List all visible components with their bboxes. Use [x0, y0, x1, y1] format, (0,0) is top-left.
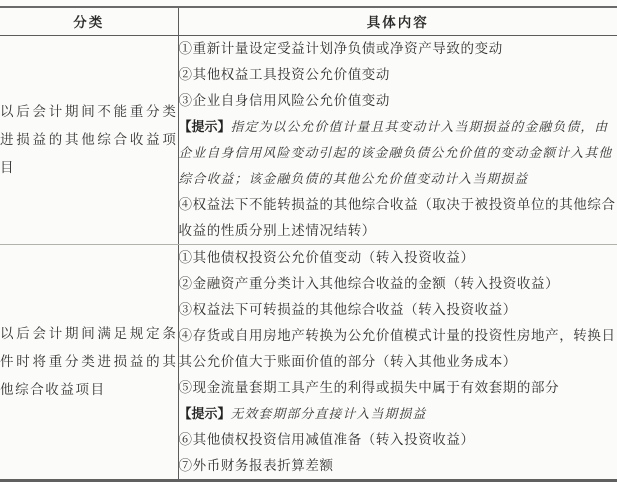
content-item: ③权益法下可转损益的其他综合收益（转入投资收益） — [179, 297, 617, 323]
content-item: ④权益法下不能转损益的其他综合收益（取决于被投资单位的其他综合收益的性质分别上述情况结转） — [179, 192, 617, 244]
content-item: ④存货或自用房地产转换为公允价值模式计量的投资性房地产，转换日其公允价值大于账面价值的部分（转入其他业务成本） — [179, 323, 617, 375]
note-label: 【提示】 — [179, 406, 231, 421]
content-item: ⑥其他债权投资信用减值准备（转入投资收益） — [179, 427, 617, 453]
category-cell: 以后会计期间不能重分类进损益的其他综合收益项目 — [0, 35, 178, 244]
header-row — [0, 7, 617, 35]
content-note — [179, 114, 617, 192]
note-text: 指定为以公允价值计量且其变动计入当期损益的金融负债，由企业自身信用风险变动引起的该金融负债公允价值的变动金额计入其他综合收益；该金融负债的其他公允价值变动计入当期损益 — [179, 120, 613, 186]
note-text: 无效套期部分直接计入当期损益 — [231, 407, 427, 421]
content-item: ①重新计量设定受益计划净负债或净资产导致的变动 — [179, 36, 617, 62]
oci-classification-table — [0, 6, 617, 482]
content-cell — [178, 35, 617, 244]
table-row — [0, 35, 617, 244]
content-item: ⑤现金流量套期工具产生的利得或损失中属于有效套期的部分 — [179, 375, 617, 401]
note-label: 【提示】 — [179, 119, 231, 134]
content-item: ③企业自身信用风险公允价值变动 — [179, 88, 617, 114]
category-cell: 以后会计期间满足规定条件时将重分类进损益的其他综合收益项目 — [0, 244, 178, 480]
content-item: ①其他债权投资公允价值变动（转入投资收益） — [179, 245, 617, 271]
header-category: 分类 — [0, 7, 178, 35]
content-item: ②金融资产重分类计入其他综合收益的金额（转入投资收益） — [179, 271, 617, 297]
header-content: 具体内容 — [178, 7, 617, 35]
content-item: ⑦外币财务报表折算差额 — [179, 453, 617, 479]
content-note — [179, 401, 617, 427]
table-row — [0, 244, 617, 480]
content-item: ②其他权益工具投资公允价值变动 — [179, 62, 617, 88]
content-cell — [178, 244, 617, 480]
